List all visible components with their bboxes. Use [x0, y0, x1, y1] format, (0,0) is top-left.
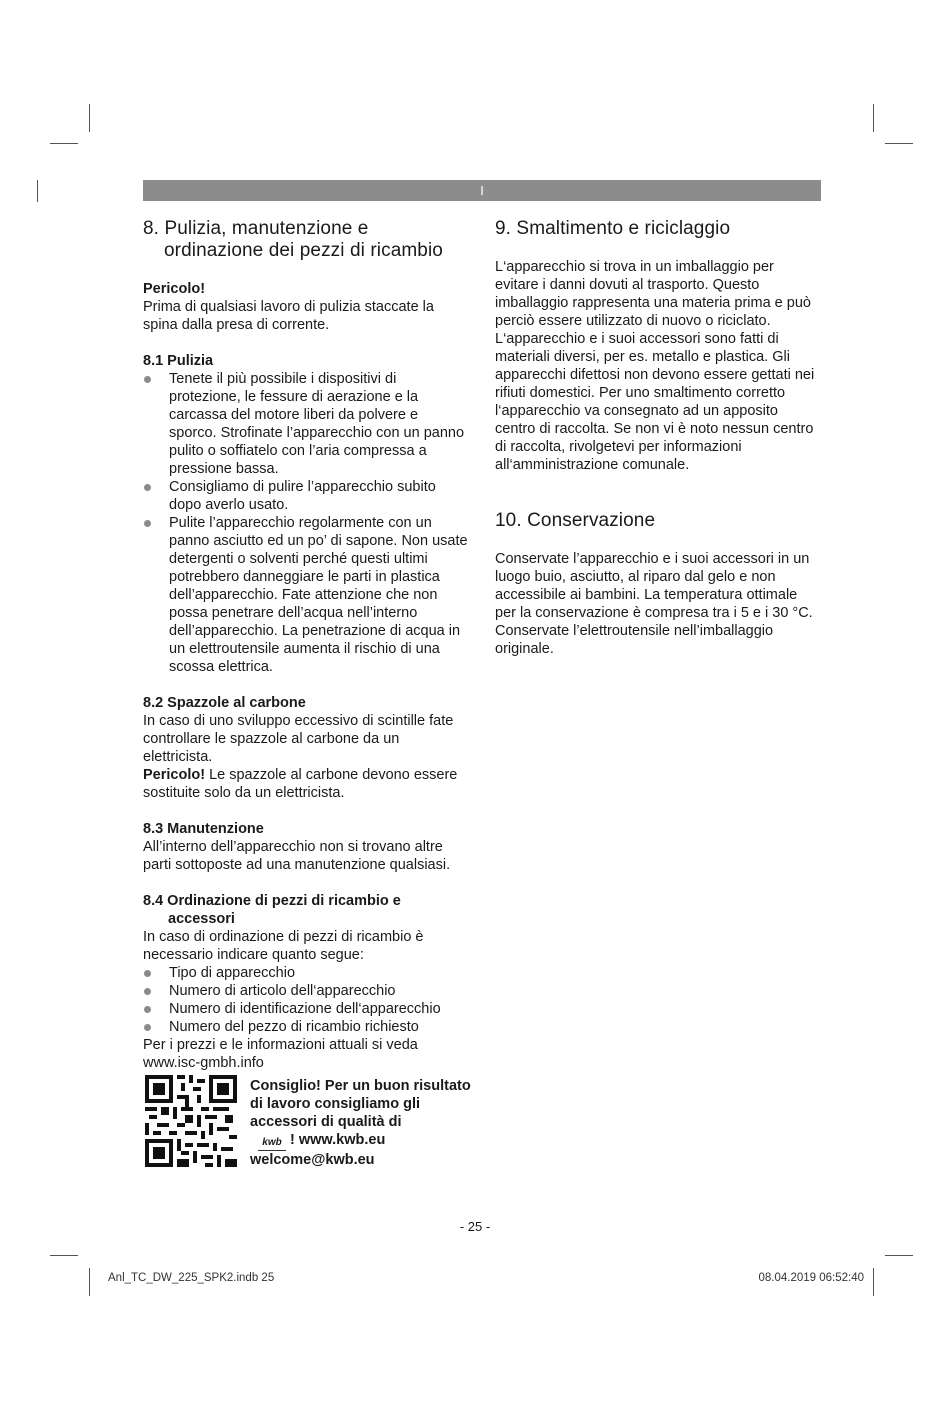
section-8-2-title: 8.2 Spazzole al carbone	[143, 695, 306, 711]
list-item: Numero di identificazione dell‘apparecchio	[143, 1000, 468, 1018]
qr-code	[145, 1075, 237, 1167]
crop-mark	[873, 1268, 874, 1296]
footer-file-name: Anl_TC_DW_225_SPK2.indb 25	[108, 1272, 275, 1284]
section-9-text: L‘apparecchio si trova in un imballaggio per evitare i danni dovuti al trasporto. Questo imballaggio rappresenta una materia prima e può perciò essere utilizzato di nuovo o riciclato. L‘apparecchio e i suoi accessori sono fatti di materiali diversi, per es. metallo e plastica. Gli apparecchi difettosi non devono essere gettati nei rifiuti domestici. Per uno smaltimento corretto l‘apparecchio va consegnato ad un apposito centro di raccolta. Se non vi è noto nessun centro di raccolta, rivolgetevi per informazioni all‘amministrazione comunale.	[495, 259, 815, 473]
section-8-3-title: 8.3 Manutenzione	[143, 821, 264, 837]
section-8-4-intro: In caso di ordinazione di pezzi di ricambio è necessario indicare quanto segue:	[143, 929, 424, 963]
list-item: Consigliamo di pulire l’apparecchio subito dopo averlo usato.	[143, 478, 468, 514]
danger-text: Le spazzole al carbone devono essere sostituite solo da un elettricista.	[143, 767, 458, 801]
header-bar	[143, 180, 821, 201]
crop-mark	[89, 1268, 90, 1296]
list-item: Pulite l’apparecchio regolarmente con un panno asciutto ed un po’ di sapone. Non usate detergenti o solventi perché questi ultimi potrebbero danneggiare le parti in plastica dell’apparecchio. Fate attenzione che non possa penetrare dell’acqua nell’interno dell’apparecchio. La penetrazione di acqua in un elettroutensile aumenta il rischio di una scossa elettrica.	[143, 514, 468, 676]
kwb-logo: kwb	[258, 1138, 286, 1151]
crop-mark	[37, 180, 38, 202]
section-8-heading	[143, 218, 468, 262]
cleaning-list	[143, 370, 468, 676]
section-10-title: 10. Conservazione	[495, 510, 656, 531]
section-8-number: 8.	[143, 218, 160, 239]
crop-mark	[885, 1255, 913, 1256]
section-8-2-danger	[143, 766, 468, 802]
section-8-2-text: In caso di uno sviluppo eccessivo di scintille fate controllare le spazzole al carbone da un elettricista.	[143, 713, 454, 765]
kwb-email[interactable]: welcome@kwb.eu	[250, 1152, 375, 1168]
crop-mark	[50, 143, 78, 144]
danger-label: Pericolo!	[143, 767, 206, 783]
left-column	[143, 218, 468, 1072]
kwb-url[interactable]: ! www.kwb.eu	[290, 1132, 386, 1148]
section-9-title: 9. Smaltimento e riciclaggio	[495, 218, 731, 239]
list-item: Tenete il più possibile i dispositivi di protezione, le fessure di aerazione e la carcassa del motore liberi da polvere e sporco. Strofinate l’apparecchio con un panno pulito o soffiatelo con l’aria compressa a pressione bassa.	[143, 370, 468, 478]
danger-text: Prima di qualsiasi lavoro di pulizia staccate la spina dalla presa di corrente.	[143, 299, 434, 333]
list-item: Numero del pezzo di ricambio richiesto	[143, 1018, 468, 1036]
order-info-list	[143, 964, 468, 1036]
section-10-text: Conservate l’apparecchio e i suoi accessori in un luogo buio, asciutto, al riparo dal gelo e non accessibile ai bambini. La temperatura ottimale per la conservazione è compresa tra i 5 e i 30 °C. Conservate l’elettroutensile nell’imballaggio originale.	[495, 551, 813, 657]
section-8-4-outro: Per i prezzi e le informazioni attuali si veda www.isc-gmbh.info	[143, 1037, 418, 1071]
tip-link-line	[250, 1131, 480, 1151]
list-item: Tipo di apparecchio	[143, 964, 468, 982]
right-column	[495, 218, 821, 658]
language-marker: I	[480, 183, 484, 198]
section-8-4-title: 8.4 Ordinazione di pezzi di ricambio e accessori	[143, 893, 401, 927]
section-8-1-title: 8.1 Pulizia	[143, 353, 214, 369]
footer-timestamp: 08.04.2019 06:52:40	[758, 1272, 864, 1284]
danger-label: Pericolo!	[143, 281, 206, 297]
accessories-tip	[250, 1077, 480, 1169]
list-item: Numero di articolo dell‘apparecchio	[143, 982, 468, 1000]
section-8-title: Pulizia, manutenzione e ordinazione dei pezzi di ricambio	[164, 218, 443, 261]
tip-text: Consiglio! Per un buon risultato di lavoro consigliamo gli accessori di qualità di	[250, 1078, 471, 1130]
crop-mark	[873, 104, 874, 132]
crop-mark	[50, 1255, 78, 1256]
crop-mark	[89, 104, 90, 132]
page-number: - 25 -	[459, 1219, 491, 1234]
section-8-3-text: All’interno dell’apparecchio non si trovano altre parti sottoposte ad una manutenzione qualsiasi.	[143, 839, 451, 873]
crop-mark	[885, 143, 913, 144]
